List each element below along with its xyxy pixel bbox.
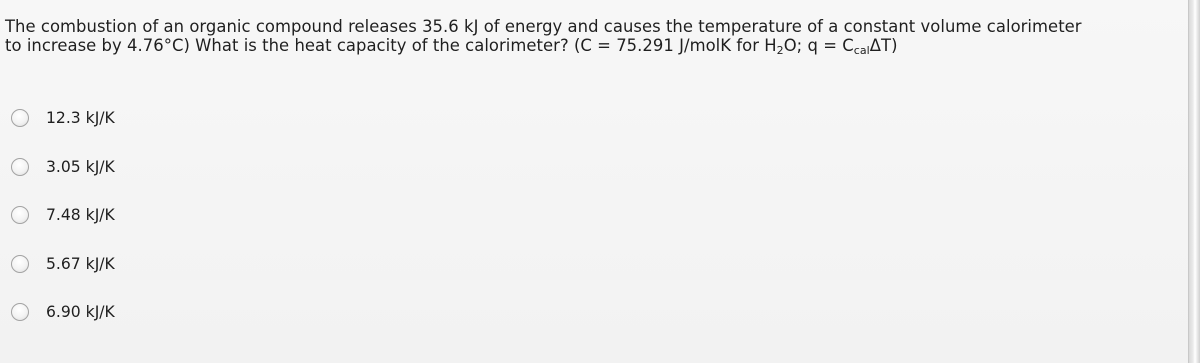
answer-option-2[interactable]	[8, 155, 308, 179]
question-line-2	[5, 36, 1181, 55]
radio-button[interactable]	[11, 303, 29, 321]
answer-label: 3.05 kJ/K	[46, 158, 115, 176]
answer-label: 6.90 kJ/K	[46, 303, 115, 321]
radio-button[interactable]	[11, 109, 29, 127]
subscript-cal: cal	[853, 44, 870, 57]
answer-option-5[interactable]	[8, 300, 308, 324]
question-text-part: ΔT)	[869, 36, 898, 55]
answer-label: 7.48 kJ/K	[46, 206, 115, 224]
subscript-2: 2	[776, 44, 784, 57]
question-line-1: The combustion of an organic compound releases 35.6 kJ of energy and causes the temperature of a constant volume calorimeter	[5, 17, 1082, 36]
answer-label: 12.3 kJ/K	[46, 109, 115, 127]
question-text-part: O; q = C	[783, 36, 854, 55]
answer-label: 5.67 kJ/K	[46, 255, 115, 273]
answer-option-1[interactable]	[8, 106, 308, 130]
answer-option-3[interactable]	[8, 203, 308, 227]
radio-button[interactable]	[11, 158, 29, 176]
answer-option-4[interactable]	[8, 252, 308, 276]
question-text	[5, 17, 1181, 55]
radio-button[interactable]	[11, 206, 29, 224]
question-text-part: to increase by 4.76°C) What is the heat capacity of the calorimeter? (C = 75.291 J/molK for H	[5, 36, 777, 55]
radio-button[interactable]	[11, 255, 29, 273]
window-edge	[1188, 0, 1200, 363]
